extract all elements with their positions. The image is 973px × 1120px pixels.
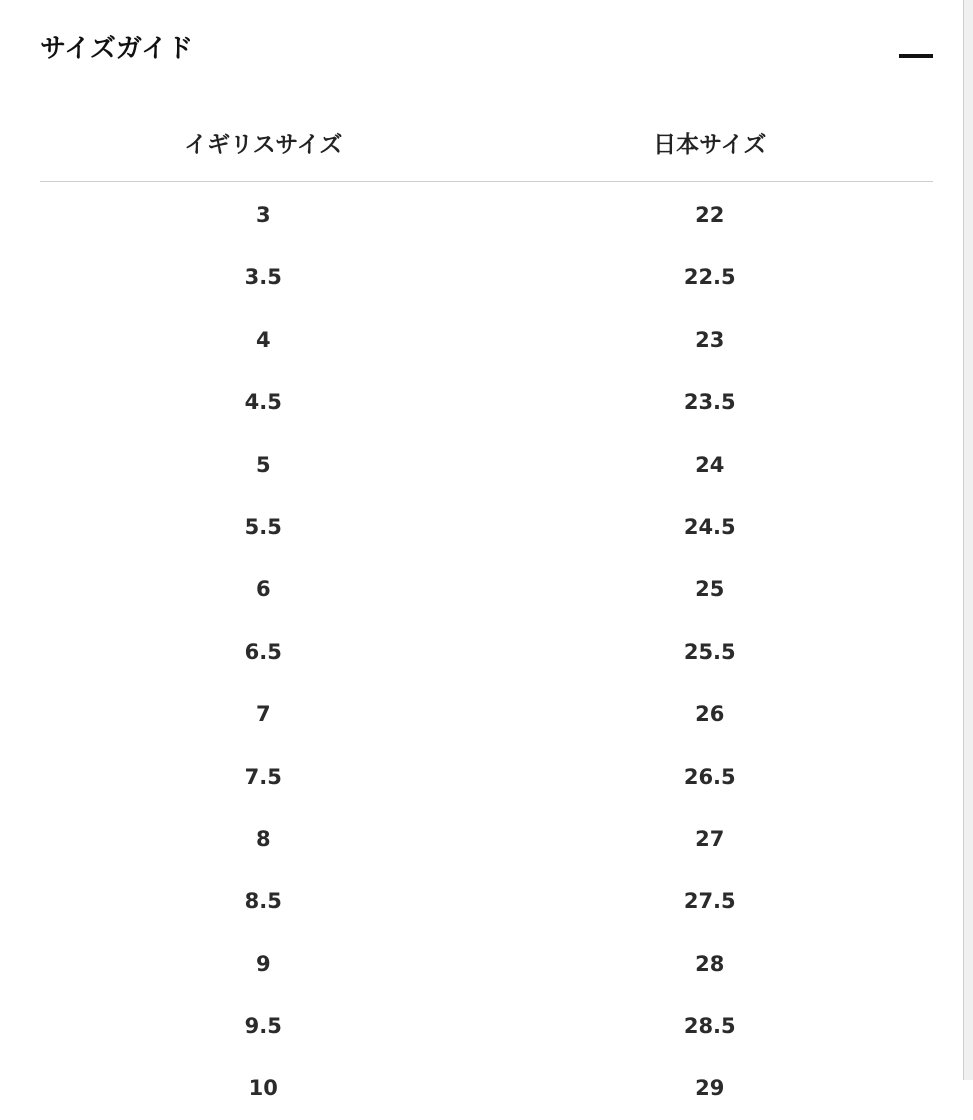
table-row [40,808,933,870]
uk-size-cell: 3 [255,203,271,227]
uk-size-cell: 5.5 [244,514,282,539]
table-row [40,496,933,558]
jp-size-cell: 26.5 [683,764,736,789]
jp-size-cell: 26 [695,702,725,727]
uk-size-cell: 4 [255,327,271,352]
column-header-uk-size: イギリスサイズ [184,132,343,158]
uk-size-cell: 8.5 [244,889,282,914]
column-header-jp-size: 日本サイズ [653,132,767,158]
uk-size-cell: 9.5 [244,1014,282,1039]
uk-size-cell: 5 [255,452,271,477]
jp-size-cell: 24 [695,452,725,477]
uk-size-cell: 3.5 [244,265,282,290]
table-row [40,371,933,433]
uk-size-cell: 6.5 [244,639,282,664]
scrollbar-edge [963,0,973,1080]
size-table-header [40,118,933,182]
table-row [40,434,933,496]
jp-size-cell: 28 [695,951,725,976]
uk-size-cell: 9 [255,951,271,976]
table-row [40,933,933,995]
size-table-body [40,182,933,1120]
size-guide-header[interactable] [40,28,935,78]
jp-size-cell: 25 [695,577,725,602]
jp-size-cell: 23 [695,327,725,352]
jp-size-cell: 23.5 [683,390,736,415]
table-row [40,621,933,683]
uk-size-cell: 8 [255,826,271,851]
uk-size-cell: 10 [248,1076,278,1101]
jp-size-cell: 27.5 [683,889,736,914]
table-row [40,746,933,808]
table-row [40,184,933,246]
collapse-button[interactable] [897,40,935,70]
jp-size-cell: 22.5 [683,265,736,290]
table-row [40,1057,933,1119]
table-row [40,558,933,620]
uk-size-cell: 4.5 [244,390,282,415]
minus-icon [899,54,933,58]
jp-size-cell: 22 [695,203,725,227]
uk-size-cell: 7 [255,702,271,727]
size-guide-title: サイズガイド [40,34,194,64]
jp-size-cell: 27 [695,826,725,851]
table-row [40,309,933,371]
jp-size-cell: 24.5 [683,514,736,539]
table-row [40,683,933,745]
table-row [40,246,933,308]
uk-size-cell: 6 [255,577,271,602]
size-table [40,118,933,1120]
table-row [40,870,933,932]
uk-size-cell: 7.5 [244,764,282,789]
jp-size-cell: 29 [695,1076,725,1101]
jp-size-cell: 25.5 [683,639,736,664]
jp-size-cell: 28.5 [683,1014,736,1039]
table-row [40,995,933,1057]
